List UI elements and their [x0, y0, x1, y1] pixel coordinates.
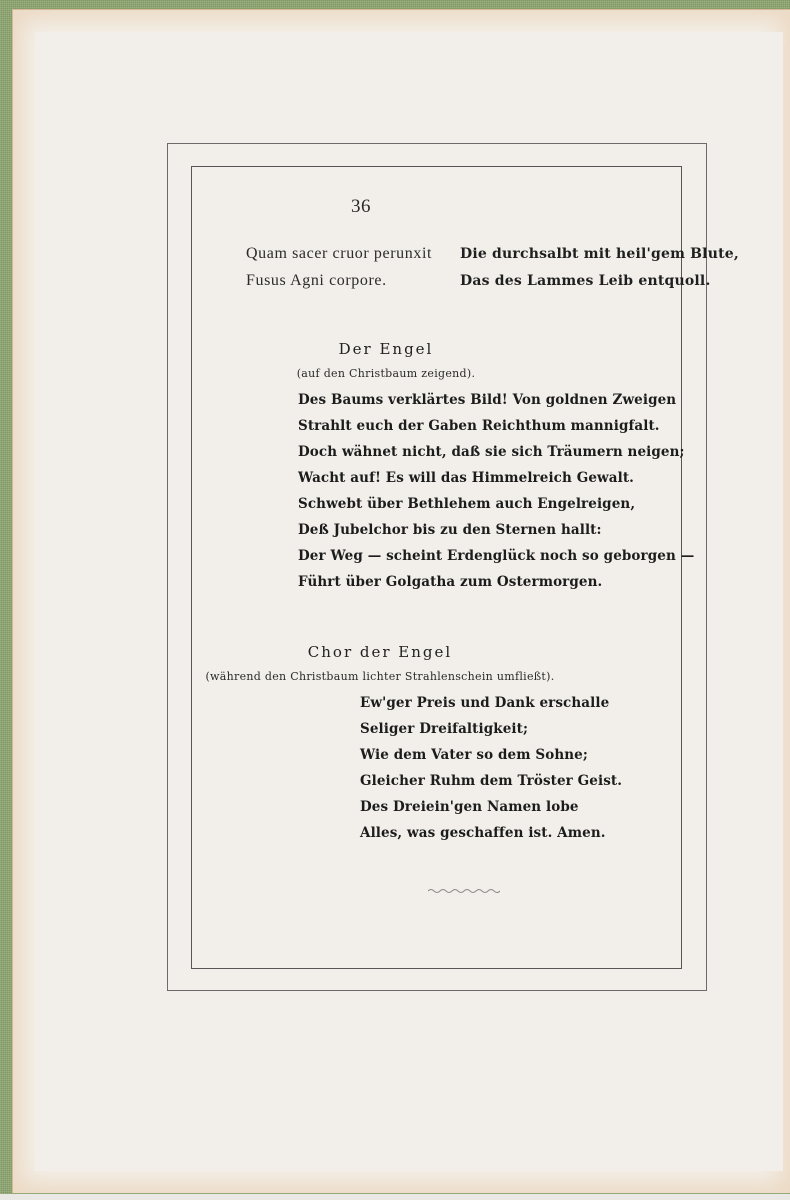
verse-line: Des Baums verklärtes Bild! Von goldnen Zweigen [298, 392, 677, 408]
latin-line: Fusus Agni corpore. [246, 272, 387, 289]
bottom-edge [0, 1194, 790, 1200]
german-line: Die durchsalbt mit heil'gem Blute, [460, 246, 739, 262]
verse-line: Deß Jubelchor bis zu den Sternen hallt: [298, 522, 602, 538]
stage-direction: (während den Christbaum lichter Strahlenschein umfließt). [205, 670, 555, 683]
verse-line: Strahlt euch der Gaben Reichthum mannigfalt. [298, 418, 660, 434]
verse-line: Wie dem Vater so dem Sohne; [360, 747, 588, 763]
verse-line: Wacht auf! Es will das Himmelreich Gewalt. [298, 470, 634, 486]
verse-line: Gleicher Ruhm dem Tröster Geist. [360, 773, 623, 789]
verse-line: Doch wähnet nicht, daß sie sich Träumern neigen; [298, 444, 685, 460]
verse-line: Alles, was geschaffen ist. Amen. [360, 825, 606, 841]
verse-line: Seliger Dreifaltigkeit; [360, 721, 529, 737]
latin-line: Quam sacer cruor perunxit [246, 245, 433, 262]
verse-line: Des Dreiein'gen Namen lobe [360, 799, 579, 815]
section-heading-chor-der-engel: Chor der Engel [307, 643, 453, 661]
stage-direction: (auf den Christbaum zeigend). [296, 367, 476, 380]
wavy-line-ornament-icon [428, 887, 500, 895]
verse-line: Führt über Golgatha zum Ostermorgen. [298, 574, 603, 590]
verse-line: Schwebt über Bethlehem auch Engelreigen, [298, 496, 636, 512]
section-heading-der-engel: Der Engel [338, 340, 434, 358]
page-number: 36 [351, 196, 371, 217]
verse-line: Ew'ger Preis und Dank erschalle [360, 695, 610, 711]
german-line: Das des Lammes Leib entquoll. [460, 273, 711, 289]
verse-line: Der Weg — scheint Erdenglück noch so geborgen — [298, 548, 695, 564]
